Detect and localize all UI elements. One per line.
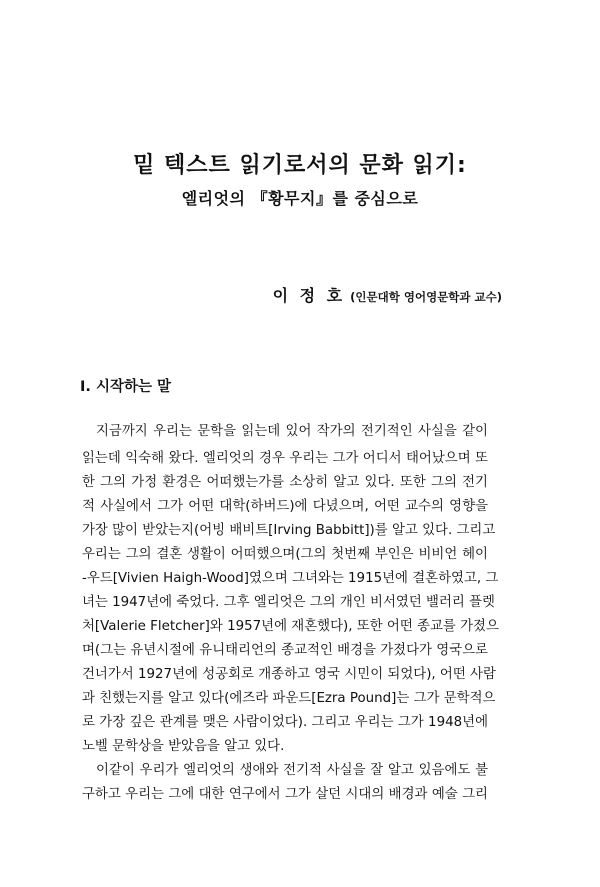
body-line: 가장 많이 받았는지(어빙 배비트[Irving Babbitt])를 알고 있다. 그리고 [82,523,496,538]
author-affiliation: (인문대학 영어영문학과 교수) [350,290,502,304]
body-line: 구하고 우리는 그에 대한 연구에서 그가 살던 시대의 배경과 예술 그리 [82,787,488,802]
body-line: 녀는 1947년에 죽었다. 그후 엘리엇은 그의 개인 비서였던 밸러리 플렛 [82,595,495,610]
body-line: 며(그는 유년시절에 유니태리언의 종교적인 배경을 가졌다가 영국으로 [82,643,488,658]
paper-subtitle: 엘리엇의 『황무지』를 중심으로 [181,189,419,208]
body-line: 한 그의 가정 환경은 어떠했는가를 소상히 알고 있다. 또한 그의 전기 [82,475,488,490]
body-line: 이같이 우리가 엘리엇의 생애와 전기적 사실을 잘 알고 있음에도 불 [96,763,488,778]
body-line: 읽는데 익숙해 왔다. 엘리엇의 경우 우리는 그가 어디서 태어났으며 또 [82,451,488,466]
body-line: 노벨 문학상을 받았음을 알고 있다. [82,739,285,754]
paper-title: 밑 텍스트 읽기로서의 문화 읽기: [133,153,467,178]
body-line: 건너가서 1927년에 성공회로 개종하고 영국 시민이 되었다), 어떤 사람 [82,667,496,682]
body-line: 우리는 그의 결혼 생활이 어떠했으며(그의 첫번째 부인은 비비언 헤이 [82,547,488,562]
body-line: 적 사실에서 그가 어떤 대학(하버드)에 다녔으며, 어떤 교수의 영향을 [82,499,488,514]
body-line: 로 가장 깊은 관계를 맺은 사람이었다). 그리고 우리는 그가 1948년에 [82,715,488,730]
author-name: 이 정 호 [272,286,346,305]
body-line: 과 친했는지를 알고 있다(에즈라 파운드[Ezra Pound]는 그가 문학적으 [82,691,496,706]
body-line: 지금까지 우리는 문학을 읽는데 있어 작가의 전기적인 사실을 같이 [96,424,488,439]
section-heading: I. 시작하는 말 [80,379,172,395]
body-line: 처[Valerie Fletcher]와 1957년에 재혼했다), 또한 어떤 종교를 가졌으 [82,619,499,634]
body-line: -우드[Vivien Haigh-Wood]였으며 그녀와는 1915년에 결혼하였고, 그 [82,571,499,586]
